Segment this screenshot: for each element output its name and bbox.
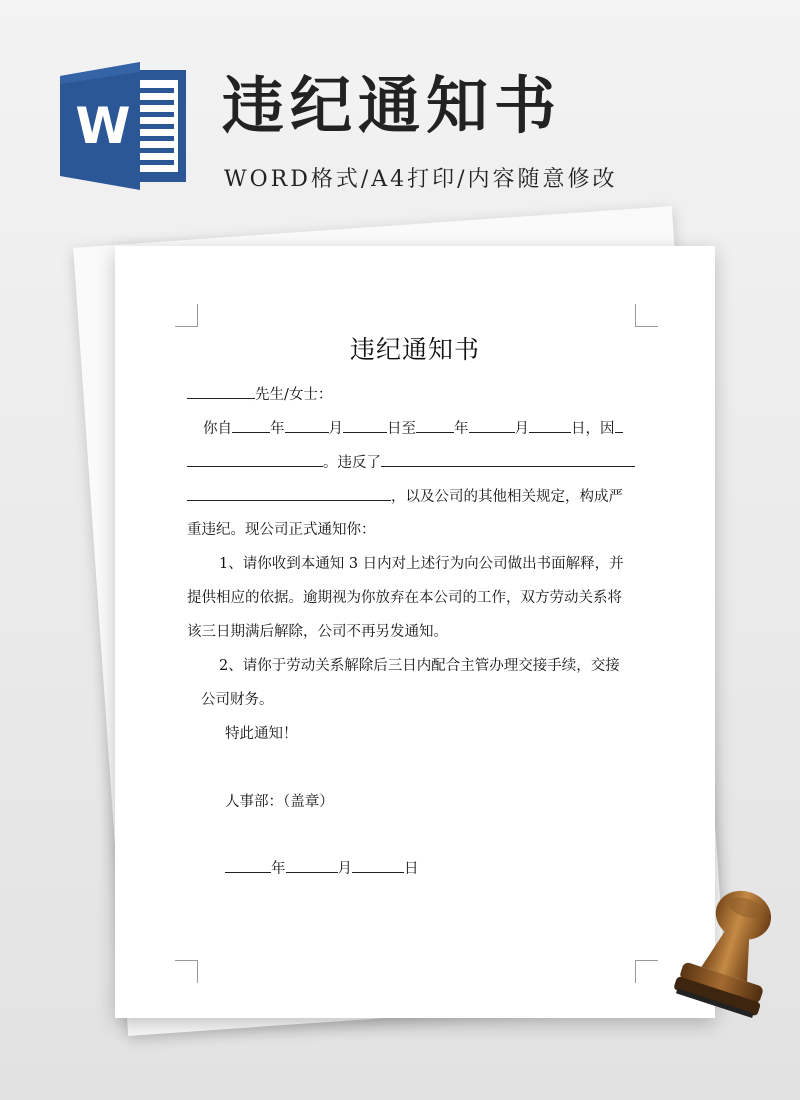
regulation-blank-2[interactable] [187,486,391,501]
sign-day-label: 日 [404,861,419,877]
sign-day-blank[interactable] [352,858,404,873]
reason-blank-start[interactable] [615,418,623,433]
crop-mark-top-left [175,304,198,327]
signature-text: 人事部：（盖章） [225,794,334,810]
to-month-blank[interactable] [469,418,515,433]
closing-text: 特此通知！ [225,726,298,742]
wooden-stamp-icon [650,880,790,1030]
sign-year-blank[interactable] [225,858,271,873]
lead-text: 你自 [203,421,232,437]
date-range-line [203,418,623,439]
sign-month-blank[interactable] [286,858,338,873]
rules-text: ，以及公司的其他相关规定，构成严 [391,489,623,505]
item2-line2: 公司财务。 [201,692,274,708]
item1-line1: 1、请你收到本通知 3 日内对上述行为向公司做出书面解释，并 [219,556,624,572]
day-to-label: 日至 [387,421,416,437]
banner-title: 违纪通知书 [222,69,563,142]
word-logo-letter: W [75,97,131,155]
violation-line [187,452,635,473]
name-blank[interactable] [187,384,255,399]
to-year-blank[interactable] [416,418,454,433]
from-month-blank[interactable] [285,418,329,433]
sign-year-label: 年 [271,861,286,877]
year-label: 年 [454,421,469,437]
crop-mark-top-right [635,304,658,327]
item1-line3: 该三日期满后解除，公司不再另发通知。 [187,624,448,640]
crop-mark-bottom-left [175,960,198,983]
item2-line1: 2、请你于劳动关系解除后三日内配合主管办理交接手续，交接 [219,658,620,674]
to-day-blank[interactable] [529,418,571,433]
word-logo-icon [60,62,192,190]
violated-text: 。违反了 [323,455,381,471]
regulation-blank[interactable] [381,452,635,467]
item1-line2: 提供相应的依据。逾期视为你放弃在本公司的工作，双方劳动关系将 [187,590,622,606]
month-label: 月 [514,421,529,437]
signature-date-line [225,858,419,879]
salutation-text: 先生/女士： [255,387,333,403]
year-label: 年 [270,421,285,437]
serious-line: 重违纪。现公司正式通知你： [187,522,376,538]
reason-blank[interactable] [187,452,323,467]
banner-subtitle: WORD格式/A4打印/内容随意修改 [224,167,618,192]
month-label: 月 [328,421,343,437]
salutation-line [187,384,332,405]
rules-line [187,486,623,507]
from-day-blank[interactable] [343,418,387,433]
sign-month-label: 月 [337,861,352,877]
document-title: 违纪通知书 [349,335,480,364]
day-because-label: 日，因 [571,421,615,437]
from-year-blank[interactable] [232,418,270,433]
document-page [115,246,715,1018]
